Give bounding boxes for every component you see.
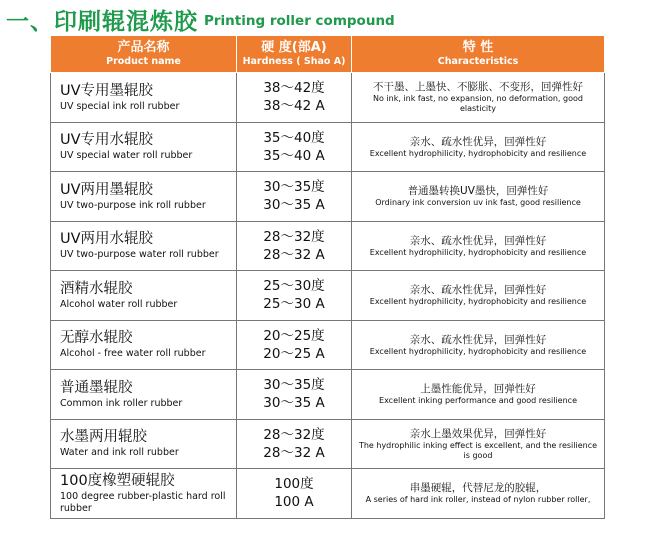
- characteristics-en: The hydrophilic inking effect is excellent, and the resilience is good: [358, 440, 598, 460]
- characteristics-cn: 亲水、疏水性优异，回弹性好: [409, 333, 547, 346]
- table-row: [51, 221, 605, 271]
- table-row: [51, 419, 605, 469]
- header-hardness-cn: 硬 度(部A): [261, 40, 327, 55]
- hardness-degree: 20～25度: [263, 327, 325, 344]
- hardness-cell: [237, 73, 352, 123]
- hardness-degree: 28～32度: [263, 426, 325, 443]
- product-name-en: Water and ink roll rubber: [60, 447, 179, 459]
- characteristics-cell: [352, 73, 605, 123]
- table-row: [51, 370, 605, 420]
- hardness-degree: 25～30度: [263, 278, 325, 295]
- characteristics-en: Excellent hydrophilicity, hydrophobicity and resilience: [369, 297, 587, 307]
- characteristics-en: No ink, ink fast, no expansion, no deformation, good elasticity: [373, 94, 583, 114]
- hardness-shore-a: 25～30 A: [263, 296, 325, 313]
- characteristics-cell: [352, 320, 605, 370]
- characteristics-cell: [352, 122, 605, 172]
- header-characteristics: [352, 36, 605, 73]
- characteristics-cell: [352, 172, 605, 222]
- product-name-en: UV two-purpose ink roll rubber: [60, 199, 206, 211]
- hardness-cell: [237, 271, 352, 321]
- characteristics-en: Excellent hydrophilicity, hydrophobicity and resilience: [369, 148, 587, 158]
- characteristics-cn: 亲水、疏水性优异，回弹性好: [409, 284, 547, 297]
- hardness-degree: 30～35度: [263, 377, 325, 394]
- header-char-en: Characteristics: [437, 56, 519, 67]
- product-name-en: Alcohol - free water roll rubber: [60, 348, 206, 360]
- characteristics-cn: 上墨性能优异，回弹性好: [420, 383, 536, 396]
- characteristics-cn: 串墨硬辊，代替尼龙的胶辊，: [409, 482, 547, 495]
- hardness-degree: 35～40度: [263, 129, 325, 146]
- hardness-shore-a: 35～40 A: [263, 147, 325, 164]
- table-row: [51, 172, 605, 222]
- product-name-cell: [51, 419, 237, 469]
- product-name-cn: UV专用墨辊胶: [60, 82, 154, 99]
- product-name-en: Common ink roller rubber: [60, 397, 183, 409]
- header-hardness-en: Hardness ( Shao A): [242, 56, 346, 67]
- characteristics-cell: [352, 419, 605, 469]
- product-name-cn: UV专用水辊胶: [60, 132, 154, 149]
- product-name-cell: [51, 320, 237, 370]
- characteristics-en: Excellent inking performance and good resilience: [379, 396, 577, 406]
- product-name-cn: 100度橡塑硬辊胶: [60, 472, 175, 489]
- characteristics-en: Excellent hydrophilicity, hydrophobicity and resilience: [369, 346, 587, 356]
- characteristics-cn: 普通墨转换UV墨快，回弹性好: [407, 185, 549, 198]
- product-name-en: UV special ink roll rubber: [60, 100, 180, 112]
- product-name-en: 100 degree rubber-plastic hard roll rubber: [60, 490, 226, 514]
- hardness-cell: [237, 122, 352, 172]
- hardness-shore-a: 30～35 A: [263, 197, 325, 214]
- hardness-degree: 30～35度: [263, 179, 325, 196]
- hardness-cell: [237, 419, 352, 469]
- title-chinese: 一、印刷辊混炼胶: [6, 8, 198, 35]
- hardness-shore-a: 28～32 A: [263, 444, 325, 461]
- hardness-shore-a: 20～25 A: [263, 345, 325, 362]
- product-name-cn: 普通墨辊胶: [60, 379, 133, 396]
- header-product-en: Product name: [106, 56, 181, 67]
- product-name-cell: [51, 271, 237, 321]
- page-title: [6, 4, 395, 34]
- hardness-cell: [237, 320, 352, 370]
- characteristics-en: A series of hard ink roller, instead of nylon rubber roller,: [365, 495, 591, 505]
- product-table: [50, 35, 605, 519]
- title-english: Printing roller compound: [204, 13, 395, 29]
- product-name-cn: 无醇水辊胶: [60, 330, 133, 347]
- hardness-shore-a: 30～35 A: [263, 395, 325, 412]
- product-name-cn: 水墨两用辊胶: [60, 429, 147, 446]
- characteristics-en: Excellent hydrophilicity, hydrophobicity and resilience: [369, 247, 587, 257]
- characteristics-en: Ordinary ink conversion uv ink fast, good resilience: [375, 198, 581, 208]
- product-name-cn: 酒精水辊胶: [60, 280, 133, 297]
- product-name-cell: [51, 370, 237, 420]
- product-name-cn: UV两用墨辊胶: [60, 181, 154, 198]
- table-row: [51, 469, 605, 519]
- hardness-cell: [237, 469, 352, 519]
- product-name-cn: UV两用水辊胶: [60, 231, 154, 248]
- hardness-shore-a: 38～42 A: [263, 98, 325, 115]
- table-row: [51, 271, 605, 321]
- hardness-shore-a: 28～32 A: [263, 246, 325, 263]
- product-name-cell: [51, 122, 237, 172]
- header-product-cn: 产品名称: [117, 40, 170, 55]
- product-name-en: UV special water roll rubber: [60, 150, 193, 162]
- product-name-en: UV two-purpose water roll rubber: [60, 249, 219, 261]
- hardness-degree: 100度: [274, 476, 314, 493]
- product-name-cell: [51, 172, 237, 222]
- hardness-degree: 28～32度: [263, 228, 325, 245]
- characteristics-cell: [352, 370, 605, 420]
- product-name-en: Alcohol water roll rubber: [60, 298, 178, 310]
- characteristics-cn: 亲水、疏水性优异，回弹性好: [409, 135, 547, 148]
- characteristics-cn: 不干墨、上墨快、不膨胀、不变形，回弹性好: [373, 81, 583, 94]
- hardness-cell: [237, 172, 352, 222]
- characteristics-cn: 亲水上墨效果优异，回弹性好: [409, 427, 547, 440]
- header-char-cn: 特 性: [462, 40, 494, 55]
- header-product-name: [51, 36, 237, 73]
- table-header-row: [51, 36, 605, 73]
- characteristics-cell: [352, 469, 605, 519]
- table-row: [51, 320, 605, 370]
- characteristics-cell: [352, 221, 605, 271]
- product-name-cell: [51, 469, 237, 519]
- product-name-cell: [51, 221, 237, 271]
- product-name-cell: [51, 73, 237, 123]
- hardness-degree: 38～42度: [263, 80, 325, 97]
- hardness-shore-a: 100 A: [274, 494, 314, 511]
- characteristics-cn: 亲水、疏水性优异，回弹性好: [409, 234, 547, 247]
- hardness-cell: [237, 221, 352, 271]
- header-hardness: [237, 36, 352, 73]
- table-row: [51, 73, 605, 123]
- table-row: [51, 122, 605, 172]
- hardness-cell: [237, 370, 352, 420]
- characteristics-cell: [352, 271, 605, 321]
